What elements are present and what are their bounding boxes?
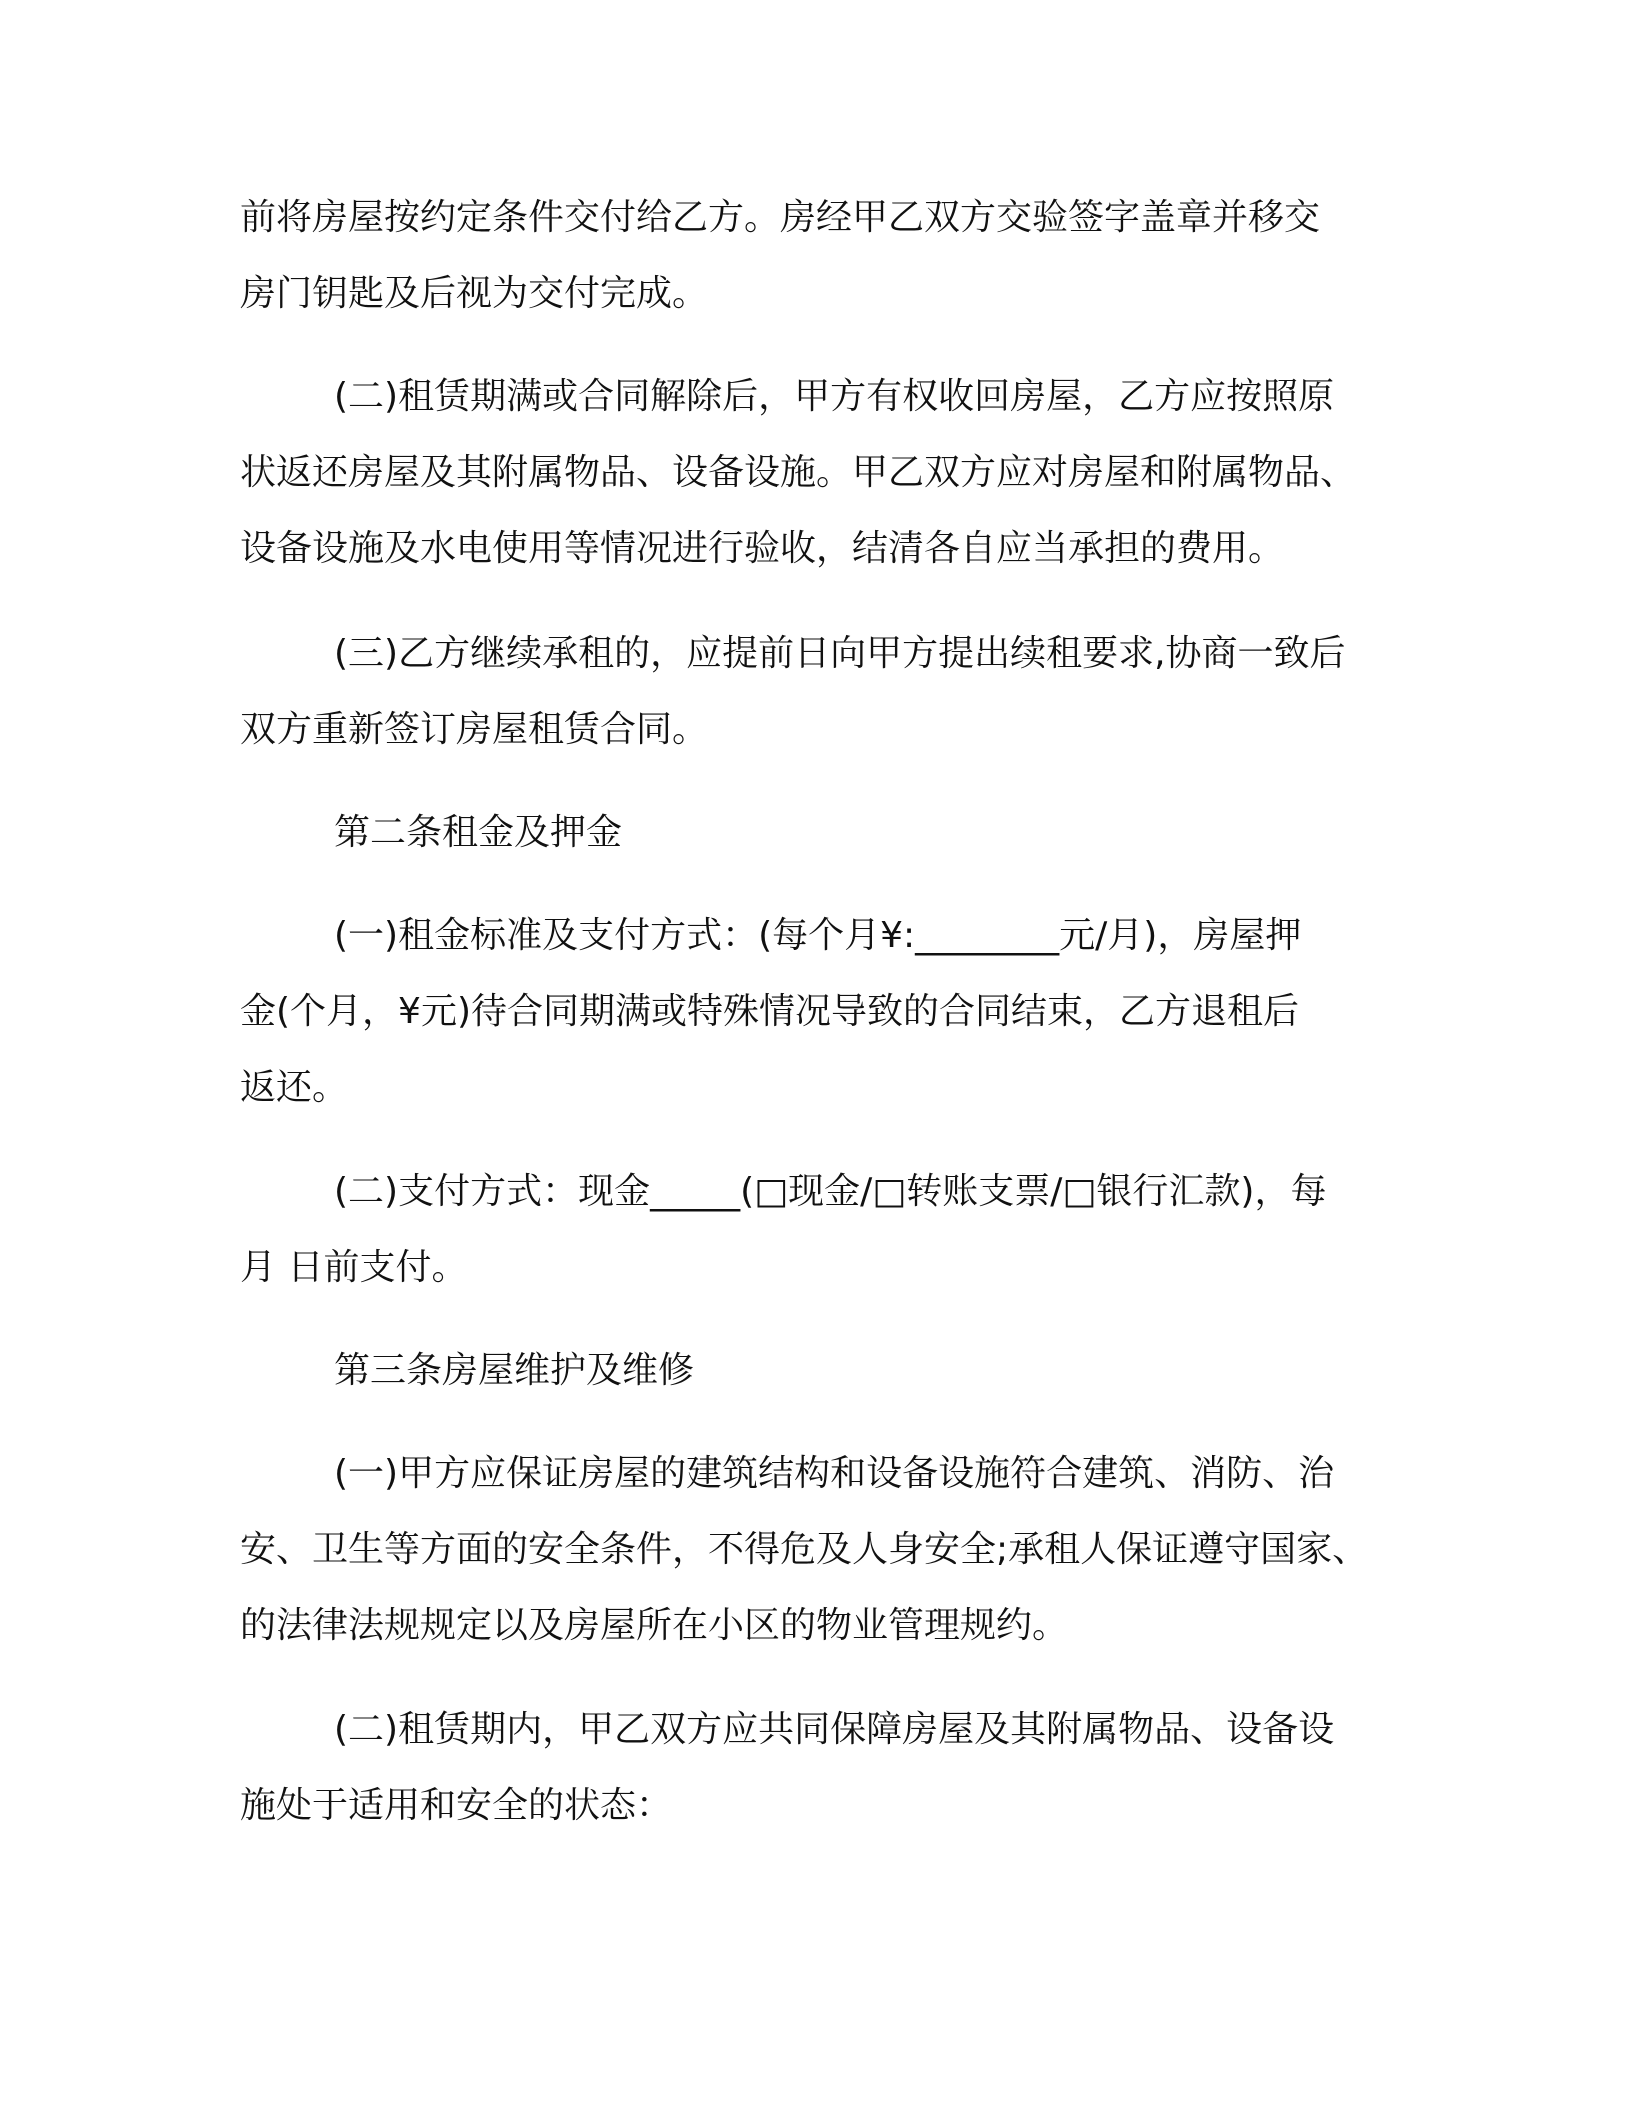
paragraph-line: 施处于适用和安全的状态：	[240, 1785, 673, 1826]
paragraph-line: (一)租金标准及支付方式：(每个月¥:________元/月)，房屋押	[334, 915, 1302, 956]
paragraph-line: 月 日前支付。	[240, 1247, 468, 1288]
paragraph-line: 返还。	[240, 1067, 349, 1108]
paragraph-line: 金(个月，¥元)待合同期满或特殊情况导致的合同结束，乙方退租后	[240, 991, 1299, 1032]
paragraph-line: 房门钥匙及后视为交付完成。	[240, 273, 709, 314]
paragraph-line: 的法律法规规定以及房屋所在小区的物业管理规约。	[240, 1605, 1069, 1646]
paragraph-line: 设备设施及水电使用等情况进行验收，结清各自应当承担的费用。	[240, 528, 1285, 569]
paragraph-line: (一)甲方应保证房屋的建筑结构和设备设施符合建筑、消防、治	[334, 1453, 1335, 1494]
paragraph-line: 双方重新签订房屋租赁合同。	[240, 709, 709, 750]
paragraph-line: (二)支付方式：现金_____(□现金/□转账支票/□银行汇款)，每	[334, 1171, 1327, 1212]
paragraph-line: (三)乙方继续承租的，应提前日向甲方提出续租要求,协商一致后	[334, 633, 1346, 674]
paragraph-line: (二)租赁期内，甲乙双方应共同保障房屋及其附属物品、设备设	[334, 1709, 1335, 1750]
paragraph-line: 安、卫生等方面的安全条件，不得危及人身安全;承租人保证遵守国家、	[240, 1529, 1369, 1570]
paragraph-line: (二)租赁期满或合同解除后，甲方有权收回房屋，乙方应按照原	[334, 376, 1335, 417]
paragraph-line: 状返还房屋及其附属物品、设备设施。甲乙双方应对房屋和附属物品、	[240, 452, 1357, 493]
paragraph-line: 前将房屋按约定条件交付给乙方。房经甲乙双方交验签字盖章并移交	[240, 197, 1321, 238]
section-heading: 第二条租金及押金	[334, 812, 623, 853]
section-heading: 第三条房屋维护及维修	[334, 1350, 695, 1391]
